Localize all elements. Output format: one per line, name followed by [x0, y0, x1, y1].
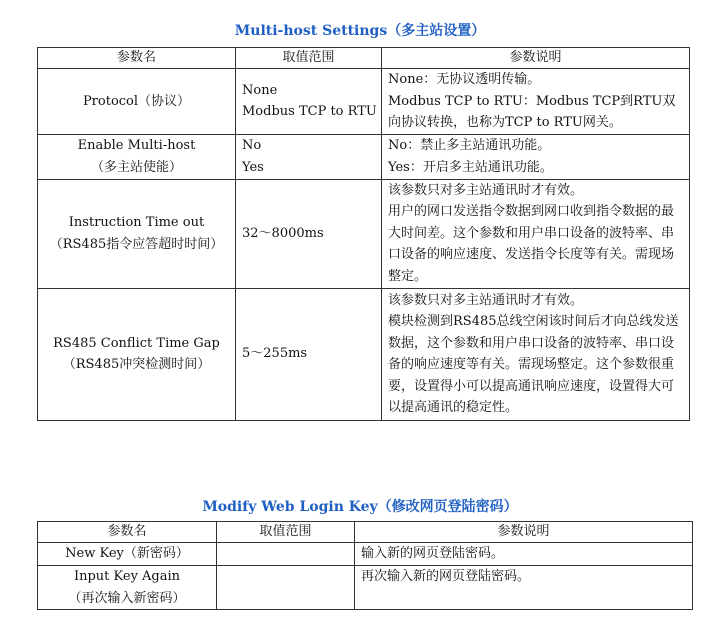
value-range-cell: [217, 543, 355, 566]
param-name-cell: [38, 543, 217, 566]
header-param-description: 参数说明: [382, 48, 690, 69]
param-description-text: 用户的网口发送指令数据到网口收到指令数据的最大时间差。这个参数和用户串口设备的波特率、串口设备的响应速度、发送指令长度等有关。需现场整定。: [388, 204, 675, 284]
param-name-line: Input Key Again: [73, 569, 181, 584]
param-name-line: （RS485指令应答超时时间）: [49, 236, 224, 252]
table-row: [38, 69, 690, 135]
param-name-cell: [38, 288, 236, 420]
value-range-cell: [236, 134, 382, 179]
modify-web-login-key-table: [37, 521, 693, 610]
value-range-line: No: [242, 138, 262, 153]
param-description-text: 该参数只对多主站通讯时才有效。: [388, 292, 584, 308]
header-param-description: 参数说明: [355, 522, 693, 543]
table-row: [38, 288, 690, 420]
value-range-line: 32～8000ms: [242, 225, 324, 241]
header-param-name: 参数名: [38, 522, 217, 543]
param-name-cell: [38, 566, 217, 610]
param-description-text: Yes：开启多主站通讯功能。: [388, 159, 553, 175]
table-header-row: [38, 48, 690, 69]
param-name-line: Protocol（协议）: [82, 93, 191, 109]
modify-web-login-key-title: Modify Web Login Key（修改网页登陆密码）: [202, 499, 518, 515]
param-name-line: （多主站使能）: [90, 159, 182, 175]
value-range-cell: [236, 288, 382, 420]
table-row: [38, 134, 690, 179]
table-row: [38, 566, 693, 610]
param-description-cell: [382, 69, 690, 135]
header-value-range: 取值范围: [236, 48, 382, 69]
table-row: [38, 179, 690, 288]
value-range-cell: [236, 179, 382, 288]
param-name-line: New Key（新密码）: [65, 546, 189, 562]
value-range-cell: [236, 69, 382, 135]
param-name-cell: [38, 179, 236, 288]
multi-host-settings-table: [37, 47, 690, 421]
param-description-text: 该参数只对多主站通讯时才有效。: [388, 182, 584, 198]
value-range-cell: [217, 566, 355, 610]
param-description-text: None：无协议透明传输。: [388, 72, 541, 87]
param-name-line: Instruction Time out: [68, 215, 205, 230]
table-header-row: [38, 522, 693, 543]
param-description-cell: [382, 134, 690, 179]
param-description-text: No：禁止多主站通讯功能。: [388, 138, 551, 153]
param-name-line: RS485 Conflict Time Gap: [53, 335, 220, 351]
value-range-line: 5～255ms: [242, 346, 308, 362]
table-row: [38, 543, 693, 566]
param-description-cell: [355, 543, 693, 566]
param-description-cell: [382, 288, 690, 420]
header-param-name: 参数名: [38, 48, 236, 69]
value-range-line: Modbus TCP to RTU: [242, 104, 377, 120]
param-name-line: （RS485冲突检测时间）: [62, 357, 211, 372]
param-description-cell: [382, 179, 690, 288]
param-description-text: 输入新的网页登陆密码。: [361, 546, 505, 562]
header-value-range: 取值范围: [217, 522, 355, 543]
multi-host-settings-title: Multi-host Settings（多主站设置）: [234, 23, 486, 39]
param-description-cell: [355, 566, 693, 610]
param-name-line: Enable Multi-host: [77, 138, 196, 153]
param-name-cell: [38, 134, 236, 179]
param-description-text: Modbus TCP to RTU：Modbus TCP到RTU双向协议转换，也称为TCP to RTU网关。: [388, 93, 676, 130]
param-name-line: （再次输入新密码）: [68, 590, 186, 606]
value-range-line: Yes: [242, 159, 264, 175]
param-name-cell: [38, 69, 236, 135]
value-range-line: None: [242, 82, 278, 98]
param-description-text: 模块检测到RS485总线空闲该时间后才向总线发送数据，这个参数和用户串口设备的波特率、串口设备的响应速度等有关。需现场整定。这个参数很重要，设置得小可以提高通讯响应速度，设置得大可以提高通讯的稳定性。: [388, 314, 679, 415]
param-description-text: 再次输入新的网页登陆密码。: [361, 569, 531, 584]
